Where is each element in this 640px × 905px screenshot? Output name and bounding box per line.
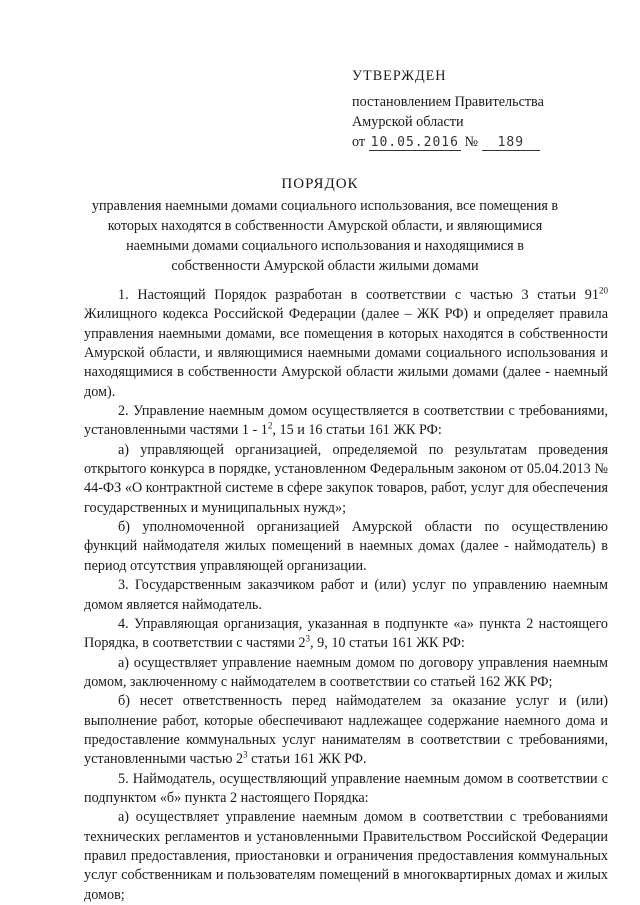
approval-line-1: постановлением Правительства xyxy=(352,94,544,110)
approval-date-line xyxy=(352,132,612,153)
approval-line-2: Амурской области xyxy=(352,114,464,130)
paragraph: б) несет ответственность перед наймодателем за оказание услуг и (или) выполнение работ, которые обеспечивают надлежащее содержание наемного дома и предоставление коммунальных услуг нанимателям в соответствии с требованиями, установленными частью $2^3$ статьи 161 ЖК РФ. xyxy=(84,693,608,768)
number-prefix: № xyxy=(464,134,479,150)
paragraph: а) осуществляет управление наемным домом по договору управления наемным домом, заключенному с наймодателем в соответствии со статьей 162 ЖК РФ; xyxy=(84,654,608,690)
approval-date: 10.05.2016 xyxy=(370,135,459,150)
from-prefix: от xyxy=(352,134,366,150)
paragraph: 2. Управление наемным домом осуществляется в соответствии с требованиями, установленными частями $1 - 1^2$, 15 и 16 статьи 161 ЖК РФ: xyxy=(84,403,608,439)
approval-number: 189 xyxy=(482,135,540,151)
paragraph: 5. Наймодатель, осуществляющий управление наемным домом в соответствии с подпунктом «б» пункта 2 настоящего Порядка: xyxy=(84,770,608,806)
paragraph: б) уполномоченной организацией Амурской области по осуществлению функций наймодателя жилых помещений в наемных домах (далее - наймодатель) в период отсутствия управляющей организации. xyxy=(84,519,608,574)
paragraph: а) осуществляет управление наемным домом в соответствии с требованиями технических регламентов и установленными Правительством Российской Федерации правил предоставления, приостановки и ограничения предоставления коммунальных услуг собственникам и пользователям помещений в многоквартирных домах и жилых домов; xyxy=(84,809,608,903)
approval-block xyxy=(352,66,612,153)
paragraph: а) управляющей организацией, определяемой по результатам проведения открытого конкурса в порядке, установленном Федеральным законом от 05.04.2013 № 44-ФЗ «О контрактной системе в сфере закупок товаров, работ, услуг для обеспечения государственных и муниципальных нужд»; xyxy=(84,441,608,516)
paragraph: 4. Управляющая организация, указанная в подпункте «а» пункта 2 настоящего Порядка, в соответствии с частями $2^3$, 9, 10 статьи 161 ЖК РФ: xyxy=(84,615,608,652)
order-title: ПОРЯДОК xyxy=(281,176,359,192)
order-body xyxy=(84,286,608,905)
paragraph: 3. Государственным заказчиком работ и (или) услуг по управлению наемным домом является наймодатель. xyxy=(84,577,608,613)
paragraph: 1. Настоящий Порядок разработан в соответствии с частью 3 статьи $91^{20}$ Жилищного кодекса Российской Федерации (далее – ЖК РФ) и определяет правила управления наемными домами, все помещения в которых находятся в собственности Амурской области, и являющимися наемными домами социального использования и находящимися в собственности Амурской области жилыми домами (далее - наемный дом). xyxy=(84,285,608,400)
approval-title: УТВЕРЖДЕН xyxy=(352,68,447,84)
order-subtitle: управления наемными домами социального использования, все помещения в которых находятся в собственности Амурской области, и являющимися наемными домами социального использования и находящимися в собственности Амурской области жилыми домами xyxy=(91,198,559,274)
